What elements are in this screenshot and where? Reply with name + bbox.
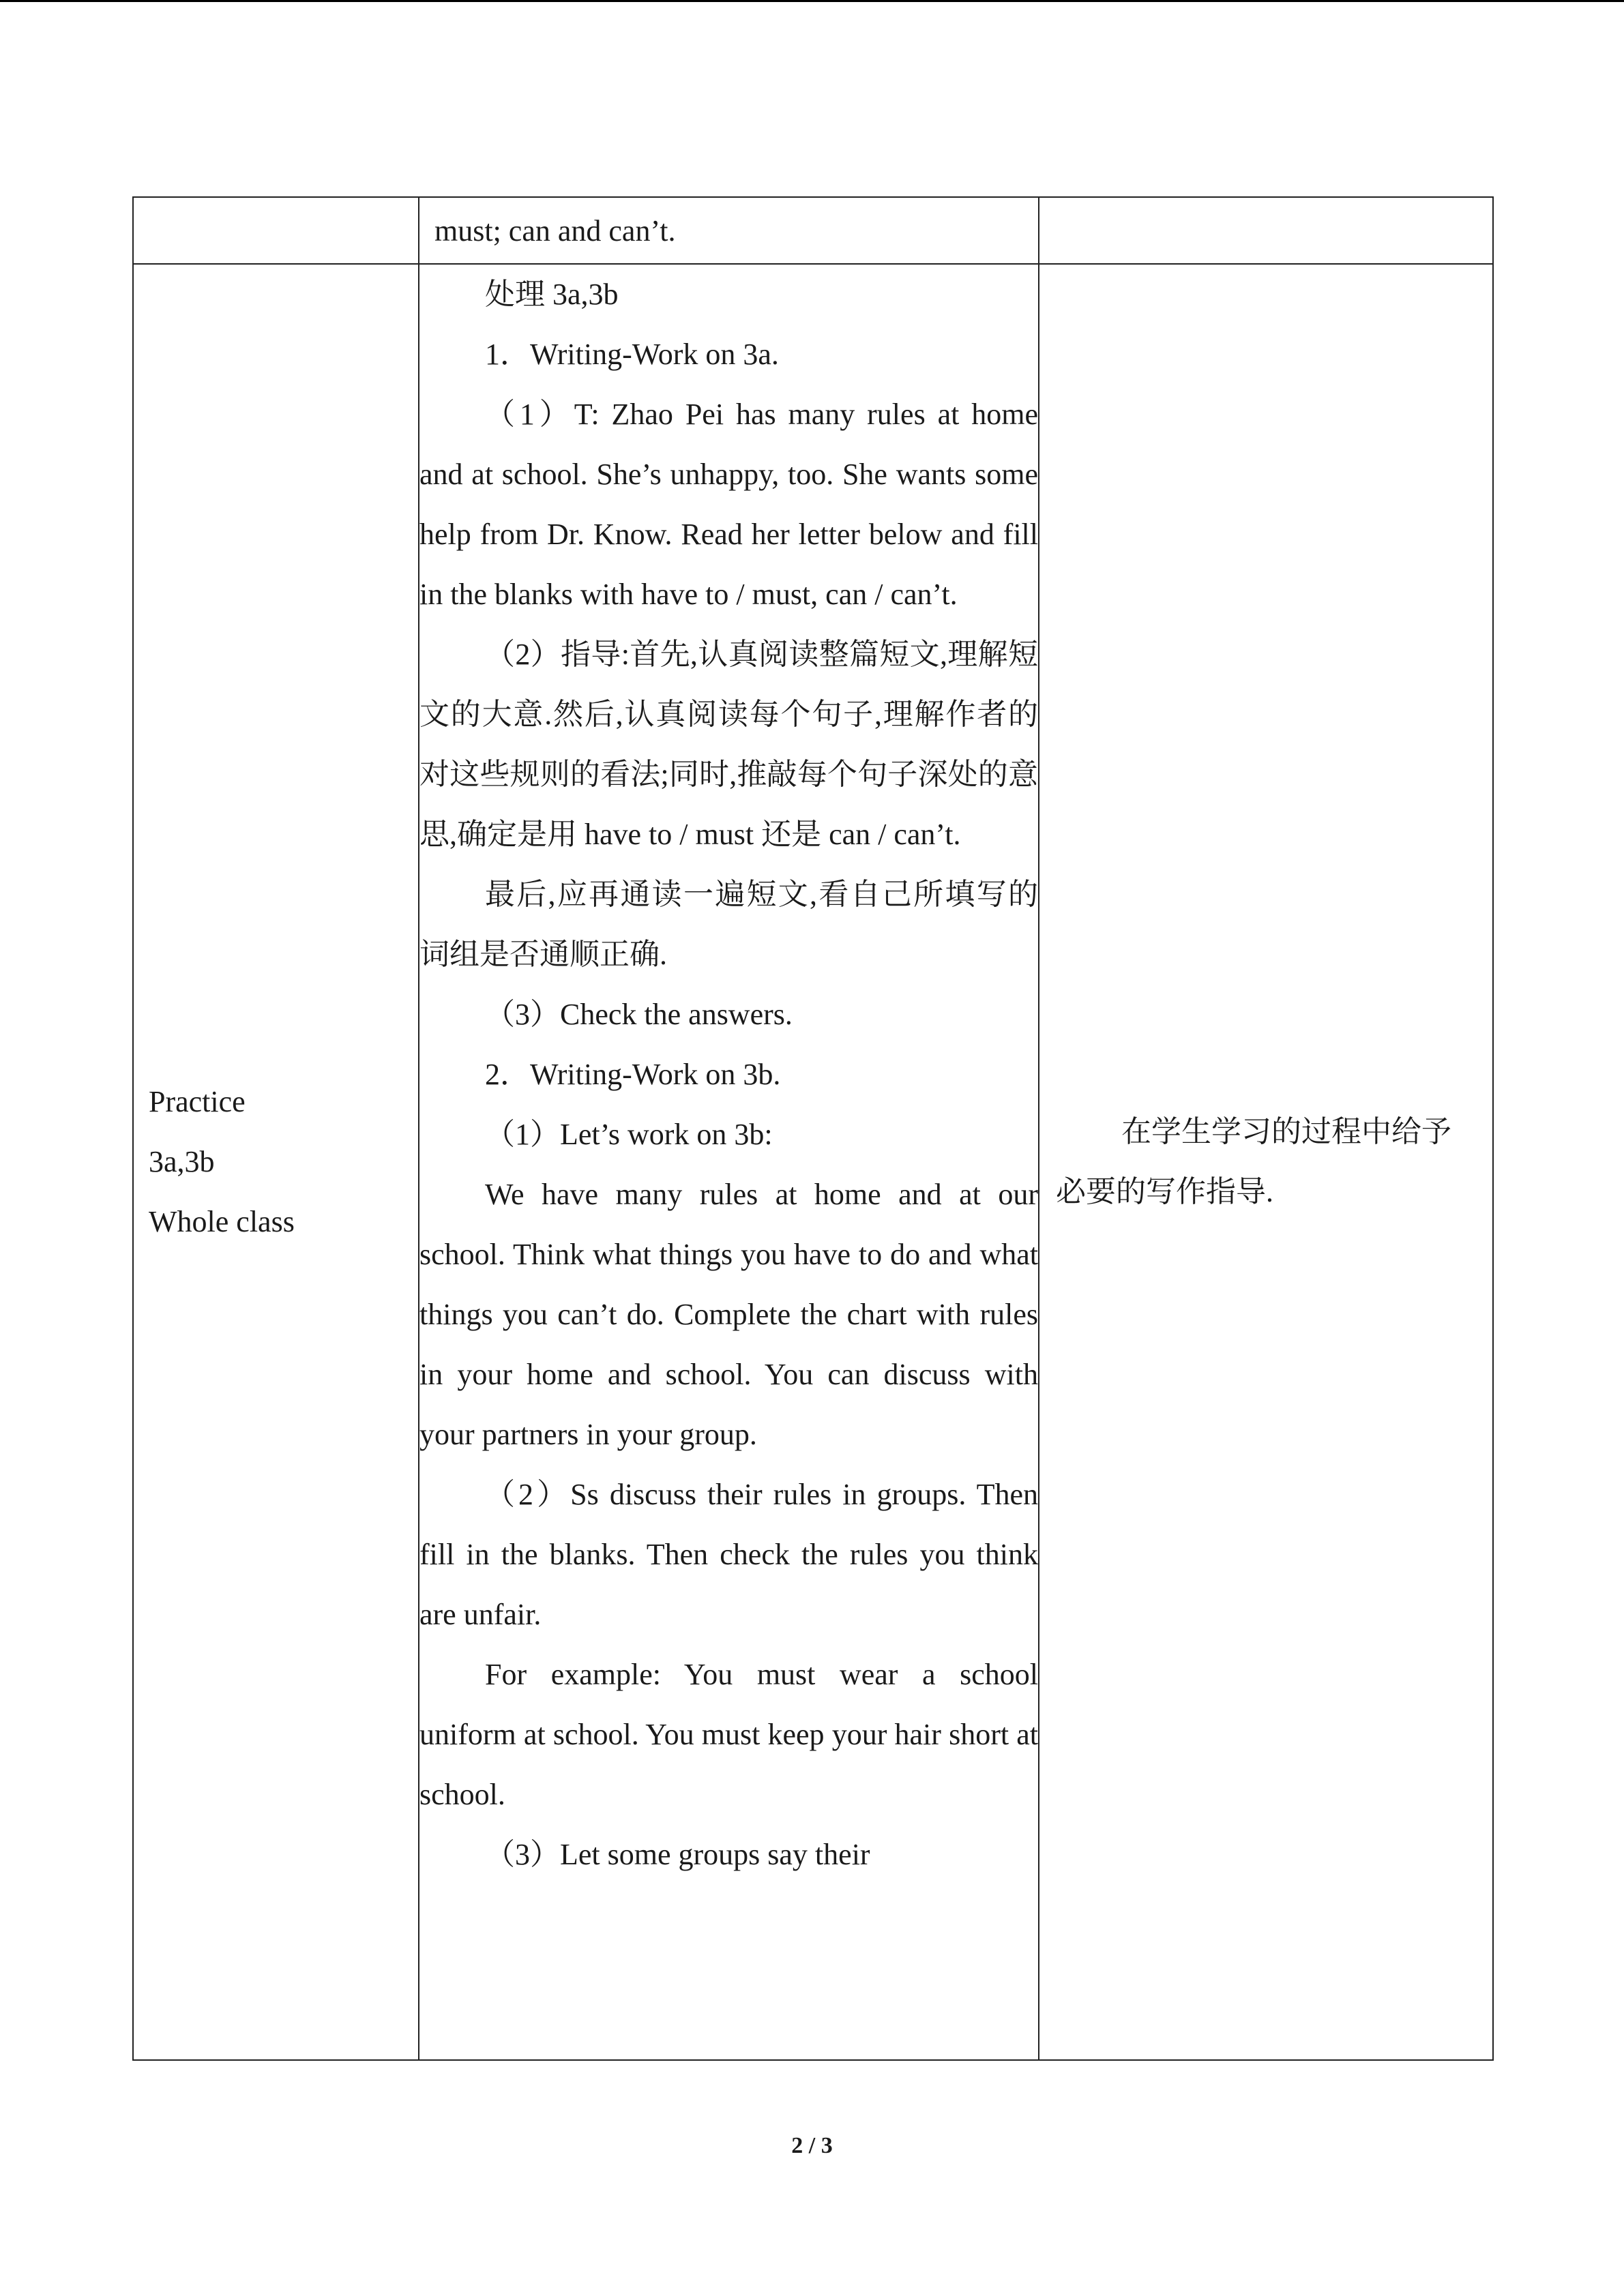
activity-paragraph: For example: You must wear a school uniform at school. You must keep your hair short at school. xyxy=(419,1658,1038,1811)
row1-col2-cell xyxy=(419,197,1039,264)
activity-paragraph: 处理 3a,3b xyxy=(485,278,619,311)
activity-paragraph: 最后,应再通读一遍短文,看自己所填写的词组是否通顺正确. xyxy=(419,878,1038,971)
activity-paragraph: （3）Check the answers. xyxy=(485,998,793,1031)
purpose-text: 在学生学习的过程中给予必要的写作指导. xyxy=(1056,1115,1451,1208)
activity-paragraph: We have many rules at home and at our school. Think what things you have to do and what things you can’t do. Complete the chart with rules in your home and school. You can discuss with your partners in your group. xyxy=(419,1178,1038,1451)
row2-purpose-cell xyxy=(1039,264,1493,2060)
stage-mode: Whole class xyxy=(149,1205,295,1238)
activity-paragraph: （1）T: Zhao Pei has many rules at home and at school. She’s unhappy, too. She wants some help from Dr. Know. Read her letter below and fill in the blanks with have to / must, can / can’t. xyxy=(419,398,1038,611)
activity-paragraph: （2）指导:首先,认真阅读整篇短文,理解短文的大意.然后,认真阅读每个句子,理解作者的对这些规则的看法;同时,推敲每个句子深处的意思,确定是用 have to / must 还是 can / can’t. xyxy=(419,638,1038,851)
activity-paragraph: （1）Let’s work on 3b: xyxy=(485,1118,773,1151)
table-row xyxy=(133,197,1493,264)
stage-parts: 3a,3b xyxy=(149,1145,215,1178)
lesson-plan-table xyxy=(132,196,1494,2061)
activity-paragraph: 1．Writing-Work on 3a. xyxy=(485,338,779,371)
activity-paragraph: 2．Writing-Work on 3b. xyxy=(485,1058,781,1091)
row1-col3-cell xyxy=(1039,197,1493,264)
row1-col1-cell xyxy=(133,197,419,264)
row2-activity-cell xyxy=(419,264,1039,2060)
row1-col2-text: must; can and can’t. xyxy=(434,214,676,248)
activity-paragraph: （3）Let some groups say their xyxy=(485,1838,870,1871)
stage-label: Practice xyxy=(149,1085,246,1118)
top-border-line xyxy=(0,0,1624,2)
activity-paragraph: （2）Ss discuss their rules in groups. Then fill in the blanks. Then check the rules you think are unfair. xyxy=(419,1478,1038,1631)
page-number: 2 / 3 xyxy=(791,2133,833,2158)
row2-stage-cell xyxy=(133,264,419,2060)
table-row xyxy=(133,264,1493,2060)
